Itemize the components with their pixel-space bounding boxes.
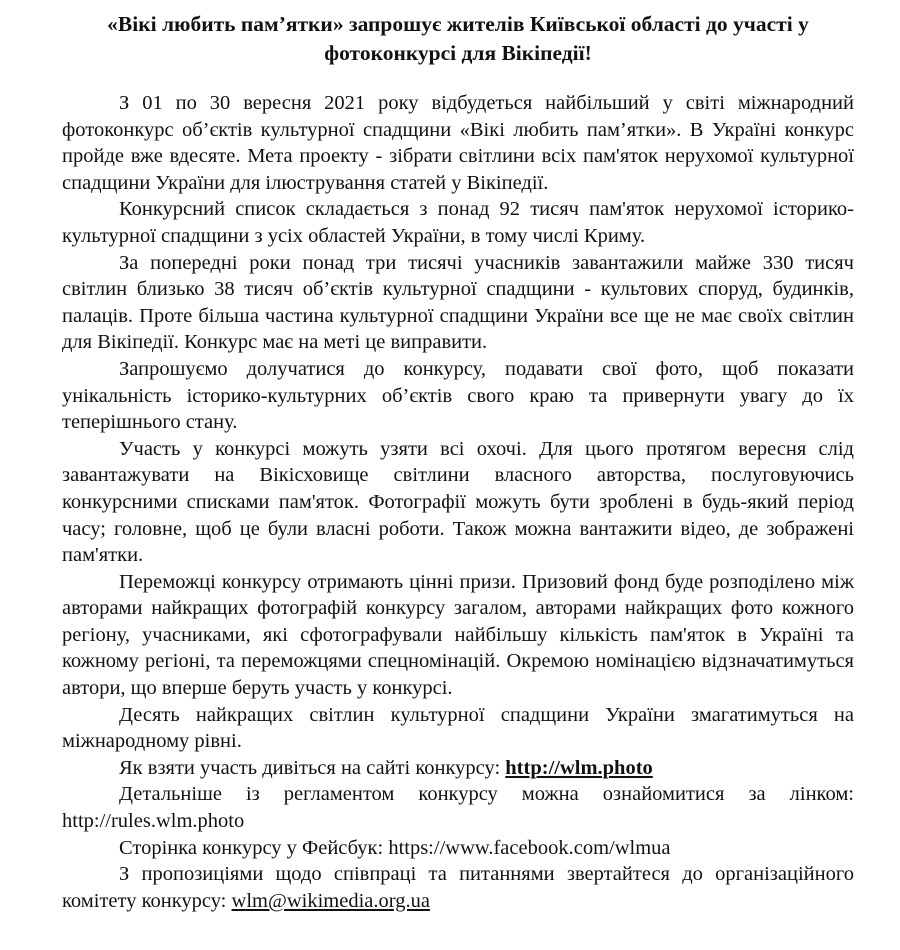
paragraph-invitation: Запрошуємо долучатися до конкурсу, подавати свої фото, щоб показати унікальність історико-культурних об’єктів свого краю та привернути увагу до їх теперішнього стану. [62, 357, 854, 434]
document-title: «Вікі любить пам’ятки» запрошує жителів Київської області до участі у фотоконкурсі для Вікіпедії! [107, 12, 809, 65]
paragraph-list: Конкурсний список складається з понад 92 тисяч пам'яток нерухомої історико-культурної спадщини з усіх областей України, в тому числі Криму. [62, 198, 854, 247]
site-line [62, 755, 854, 782]
site-line-text: Як взяти участь дивіться на сайті конкурсу: [119, 756, 506, 779]
paragraph-intro: З 01 по 30 вересня 2021 року відбудеться найбільший у світі міжнародний фотоконкурс об’єктів культурної спадщини «Вікі любить пам’ятки». В Україні конкурс пройде вже вдесяте. Мета проекту - зібрати світлини всіх пам'яток нерухомої культурної спадщини України для ілюстрування статей у Вікіпедії. [62, 92, 854, 194]
paragraph-international: Десять найкращих світлин культурної спадщини України змагатимуться на міжнародному рівні. [62, 703, 854, 753]
paragraph-history: За попередні роки понад три тисячі учасників завантажили майже 330 тисяч світлин близько 38 тисяч об’єктів культурної спадщини - культових споруд, будинків, палаців. Проте більша частина культурної спадщини України все ще не має своїх світлин для Вікіпедії. Конкурс має на меті це виправити. [62, 251, 854, 354]
contact-line-text: З пропозиціями щодо співпраці та питаннями звертайтеся до організаційного комітету конкурсу: [62, 863, 854, 912]
paragraph-participation: Участь у конкурсі можуть узяти всі охочі. Для цього протягом вересня слід завантажувати на Вікісховище світлини власного авторства, послуговуючись конкурсними списками пам'яток. Фотографії можуть бути зроблені в будь-який період часу; головне, щоб це були власні роботи. Також можна вантажити відео, де зображені пам'ятки. [62, 437, 854, 567]
site-link[interactable]: http://wlm.photo [505, 756, 653, 779]
paragraph-prizes: Переможці конкурсу отримають цінні призи. Призовий фонд буде розподілено між авторами найкращих фотографій конкурсу загалом, авторами найкращих фото кожного регіону, учасниками, які сфотографували найбільшу кількість пам'яток в Україні та кожному регіоні, та переможцями спецномінацій. Окремою номінацією відзначатимуться автори, що вперше беруть участь у конкурсі. [62, 570, 854, 700]
rules-line: Детальніше із регламентом конкурсу можна ознайомитися за лінком: http://rules.wlm.photo [62, 783, 854, 833]
contact-line [62, 861, 854, 914]
facebook-line: Сторінка конкурсу у Фейсбук: https://www.facebook.com/wlmua [119, 836, 671, 859]
contact-email-link[interactable]: wlm@wikimedia.org.ua [231, 889, 430, 912]
document-body [62, 90, 854, 914]
